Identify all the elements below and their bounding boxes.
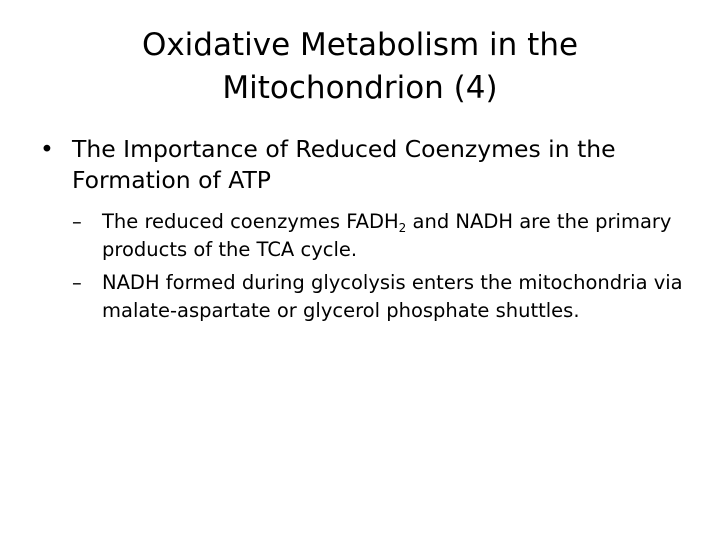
bullet-item [36,134,696,196]
sub-bullet-marker: – [72,271,82,295]
sub-bullet-item [36,208,696,263]
slide-title [40,24,680,111]
sub-bullet-marker: – [72,210,82,234]
sub-bullet-text: NADH formed during glycolysis enters the mitochondria via malate-aspartate or glycerol phosphate shuttles. [102,271,683,323]
title-line-2: Mitochondrion (4) [222,70,498,107]
sub-bullet-list [36,208,696,325]
bullet-marker: • [40,135,54,163]
subscript: 2 [398,221,407,236]
sub-bullet-text-before: The reduced coenzymes FADH [102,210,399,234]
sub-bullet-text-after: and NADH are the primary products of the TCA cycle. [102,210,672,261]
sub-bullet-item [36,269,696,324]
bullet-text: The Importance of Reduced Coenzymes in the Formation of ATP [72,135,616,195]
title-line-1: Oxidative Metabolism in the [141,27,579,63]
slide-body [36,134,696,331]
